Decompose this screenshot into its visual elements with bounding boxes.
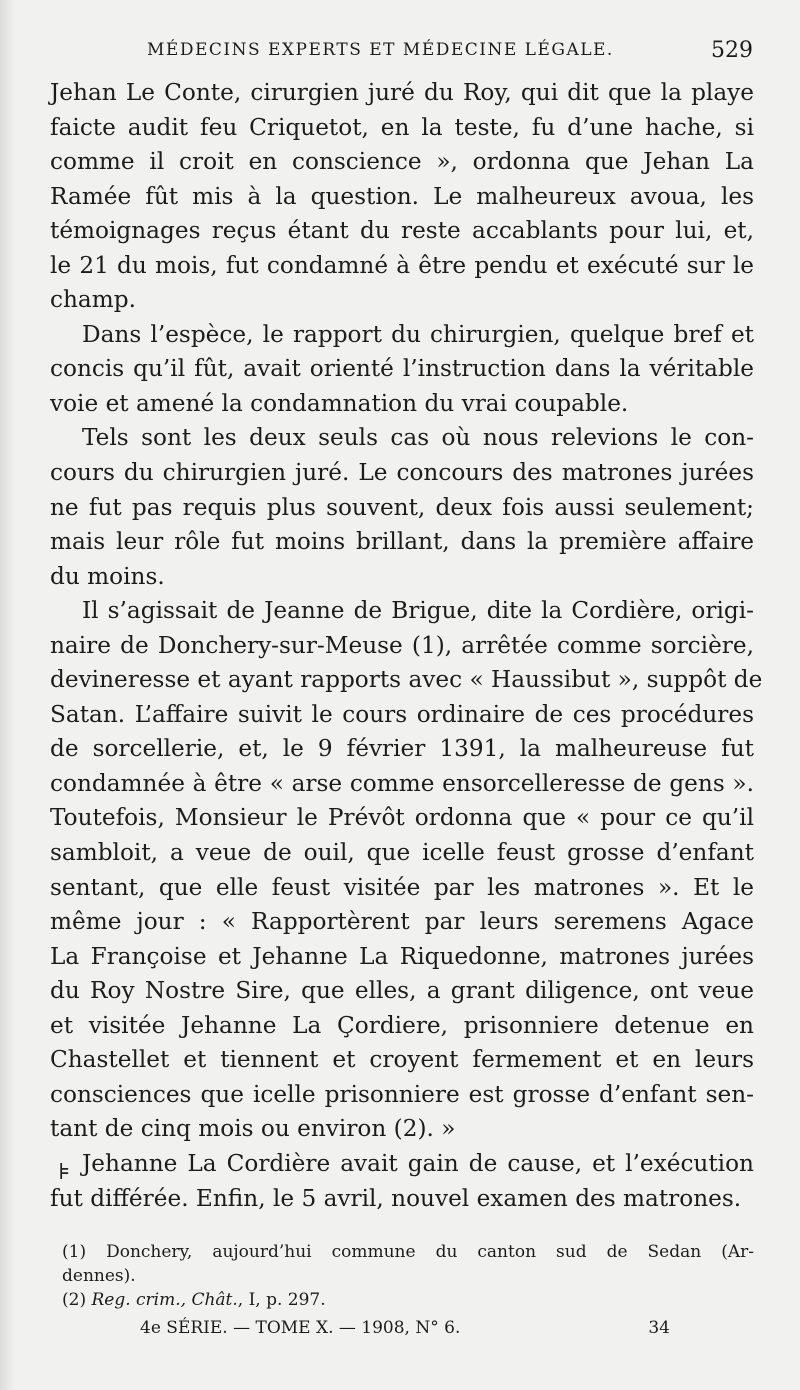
body-line: champ. — [50, 286, 136, 314]
signature-details: SÉRIE. — TOME X. — 1908, N° 6. — [160, 1318, 461, 1338]
body-line: consciences que icelle prisonniere est grosse d’enfant sen- — [50, 1080, 754, 1108]
footnote-2-source: Reg. crim., Chât. — [91, 1290, 238, 1310]
body-line: de sorcellerie, et, le 9 février 1391, la malheureuse fut — [50, 735, 754, 763]
body-line: faicte audit feu Criquetot, en la teste, fu d’une hache, si — [50, 113, 754, 141]
running-header — [147, 38, 755, 68]
footnote-1-continuation: dennes). — [62, 1266, 136, 1286]
body-line: Satan. L’affaire suivit le cours ordinaire de ces procédures — [50, 700, 754, 728]
signature-text — [140, 1318, 460, 1338]
body-line: Jehanne La Cordière avait gain de cause, et l’exécution — [82, 1149, 754, 1177]
signature-series: 4e — [140, 1318, 161, 1338]
body-line: voie et amené la condamnation du vrai coupable. — [50, 389, 629, 417]
running-title: MÉDECINS EXPERTS ET MÉDECINE LÉGALE. — [147, 40, 614, 60]
body-line: du Roy Nostre Sire, que elles, a grant diligence, ont veue — [50, 977, 754, 1005]
body-line: fut différée. Enfin, le 5 avril, nouvel examen des matrones. — [50, 1184, 742, 1212]
body-line: du moins. — [50, 562, 165, 590]
body-line: Jehan Le Conte, cirurgien juré du Roy, qui dit que la playe — [50, 79, 754, 106]
body-line: devineresse et ayant rapports avec « Haussibut », suppôt de — [50, 666, 763, 694]
body-line: concis qu’il fût, avait orienté l’instruction dans la véritable — [50, 355, 754, 383]
body-line: Chastellet et tiennent et croyent fermement et en leurs — [50, 1046, 754, 1074]
page-number: 529 — [711, 38, 753, 63]
body-line: sentant, que elle feust visitée par les matrones ». Et le — [50, 873, 754, 901]
printer-signature — [140, 1318, 670, 1344]
footnote-2-prefix: (2) — [62, 1290, 92, 1310]
body-line: naire de Donchery-sur-Meuse (1), arrêtée comme sorcière, — [50, 631, 754, 659]
body-line: ne fut pas requis plus souvent, deux fois aussi seulement; — [50, 493, 754, 521]
page-binding-edge — [0, 0, 14, 1390]
body-line: condamnée à être « arse comme ensorcelleresse de gens ». — [50, 769, 754, 797]
body-line: tant de cinq mois ou environ (2). » — [50, 1115, 456, 1143]
footnote-2-suffix: , I, p. 297. — [237, 1290, 326, 1310]
sheet-number: 34 — [648, 1318, 670, 1338]
footnotes — [62, 1240, 754, 1312]
body-line: témoignages reçus étant du reste accablants pour lui, et, — [50, 217, 754, 245]
body-line: et visitée Jehanne La Çordiere, prisonniere detenue en — [50, 1011, 754, 1039]
body-line: Dans l’espèce, le rapport du chirurgien, quelque bref et — [82, 320, 754, 348]
body-line: cours du chirurgien juré. Le concours des matrones jurées — [50, 459, 754, 487]
body-line: mais leur rôle fut moins brillant, dans la première affaire — [50, 528, 754, 556]
body-line: Ramée fût mis à la question. Le malheureux avoua, les — [50, 182, 754, 210]
body-line: même jour : « Rapportèrent par leurs seremens Agace — [50, 908, 754, 936]
footnote-1-line: (1) Donchery, aujourd’hui commune du canton sud de Sedan (Ar- — [62, 1242, 754, 1262]
body-line: comme il croit en conscience », ordonna que Jehan La — [50, 148, 754, 176]
body-line: Il s’agissait de Jeanne de Brigue, dite la Cordière, origi- — [82, 597, 754, 625]
footnote-2 — [62, 1288, 754, 1312]
body-line: le 21 du mois, fut condamné à être pendu et exécuté sur le — [50, 251, 754, 279]
body-line: Toutefois, Monsieur le Prévôt ordonna que « pour ce qu’il — [50, 804, 754, 832]
margin-mark-icon: ⊧ — [58, 1160, 71, 1185]
body-line: sambloit, a veue de ouil, que icelle feust grosse d’enfant — [50, 839, 754, 867]
body-line: Tels sont les deux seuls cas où nous relevions le con- — [82, 424, 754, 452]
body-line: La Françoise et Jehanne La Riquedonne, matrones jurées — [50, 942, 754, 970]
body-text — [50, 76, 763, 1216]
